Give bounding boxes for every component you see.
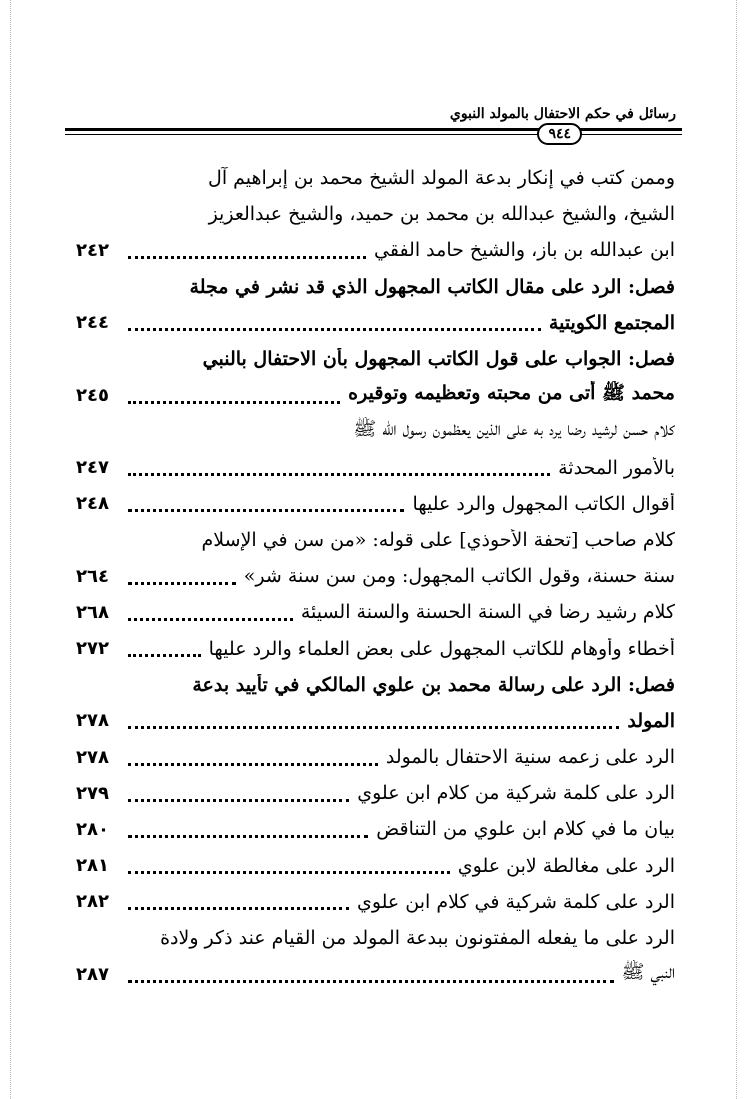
toc-entry-text: الرد على ما يفعله المفتونون ببدعة المولد من القيام عند ذكر ولادة	[160, 927, 675, 950]
toc-page-number: ٢٨٧	[76, 963, 109, 985]
leader-dots	[128, 318, 541, 331]
toc-page-number: ٢٤٤	[76, 312, 109, 334]
header-rule-thick	[65, 128, 682, 131]
toc-entry-text: فصل: الجواب على قول الكاتب المجهول بأن الاحتفال بالنبي	[202, 348, 675, 371]
toc-entry-text: المجتمع الكويتية	[548, 311, 675, 334]
toc-page-number: ٢٨٠	[76, 818, 109, 840]
toc-entry-text: النبي ﷺ	[621, 961, 675, 984]
toc-page-number: ٢٤٨	[76, 493, 109, 515]
toc-entry-text: الرد على مغالطة لابن علوي	[457, 854, 675, 877]
leader-dots	[128, 463, 550, 476]
toc-page-number: ٢٧٨	[76, 710, 109, 732]
toc-page-number: ٢٤٢	[76, 239, 109, 261]
toc-row	[76, 956, 675, 992]
toc-page-number: ٢٧٢	[76, 638, 109, 660]
toc-row	[76, 630, 675, 666]
leader-dots	[128, 753, 378, 766]
toc-entry-text: أخطاء وأوهام للكاتب المجهول على بعض العلماء والرد عليها	[208, 637, 675, 660]
leader-dots	[128, 246, 366, 259]
toc-row	[76, 739, 675, 775]
toc-row	[76, 413, 675, 449]
toc-entry-text: بيان ما في كلام ابن علوي من التناقض	[376, 818, 675, 841]
toc-entry-text: محمد ﷺ أتى من محبته وتعظيمه وتوقيره	[348, 382, 675, 405]
toc-row	[76, 232, 675, 268]
header-rule-thin	[65, 134, 682, 135]
toc-entry-text: الشيخ، والشيخ عبدالله بن محمد بن حميد، والشيخ عبدالعزيز	[208, 203, 675, 226]
toc-entry-text: كلام صاحب [تحفة الأحوذي] على قوله: «من سن في الإسلام	[201, 528, 675, 551]
leader-dots	[128, 789, 349, 802]
toc-page-number: ٢٦٤	[76, 565, 109, 587]
toc-row	[76, 703, 675, 739]
toc-row	[76, 450, 675, 486]
toc-entry-text: الرد على كلمة شركية من كلام ابن علوي	[357, 782, 675, 805]
leader-dots	[128, 716, 619, 729]
toc-row	[76, 667, 675, 703]
toc-page-number: ٢٤٧	[76, 457, 109, 479]
toc-entry-text: فصل: الرد على رسالة محمد بن علوي المالكي في تأييد بدعة	[192, 673, 675, 696]
toc-row	[76, 775, 675, 811]
leader-dots	[128, 499, 404, 512]
leader-dots	[128, 897, 349, 910]
leader-dots	[128, 861, 450, 874]
toc-page-number: ٢٧٨	[76, 746, 109, 768]
toc-page-number: ٢٧٩	[76, 782, 109, 804]
toc-row	[76, 920, 675, 956]
toc-row	[76, 522, 675, 558]
toc-page-number: ٢٦٨	[76, 601, 109, 623]
page-number: ٩٤٤	[537, 123, 582, 145]
toc-row	[76, 558, 675, 594]
toc-row	[76, 377, 675, 413]
toc-row	[76, 160, 675, 196]
leader-dots	[128, 825, 368, 838]
toc-entry-text: فصل: الرد على مقال الكاتب المجهول الذي قد نشر في مجلة	[189, 275, 675, 298]
leader-dots	[128, 572, 236, 585]
toc-entry-text: أقوال الكاتب المجهول والرد عليها	[412, 492, 675, 515]
toc-row	[76, 196, 675, 232]
toc-entry-text: ابن عبدالله بن باز، والشيخ حامد الفقي	[374, 239, 675, 262]
toc-entry-text: الرد على زعمه سنية الاحتفال بالمولد	[385, 746, 675, 769]
toc-row	[76, 305, 675, 341]
toc-row	[76, 269, 675, 305]
page-header	[65, 100, 682, 148]
toc-entry-text: المولد	[627, 709, 675, 732]
toc-entry-text: سنة حسنة، وقول الكاتب المجهول: ومن سن سنة شر»	[243, 565, 675, 588]
toc-page-number: ٢٤٥	[76, 384, 109, 406]
leader-dots	[128, 608, 293, 621]
toc-row	[76, 884, 675, 920]
toc-entry-text: كلام حسن لرشيد رضا يرد به على الذين يعظمون رسول الله ﷺ	[353, 418, 675, 441]
leader-dots	[128, 644, 201, 657]
leader-dots	[128, 970, 614, 983]
toc-entry-text: الرد على كلمة شركية في كلام ابن علوي	[356, 890, 675, 913]
toc-page-number: ٢٨١	[76, 855, 109, 877]
toc-entry-text: بالأمور المحدثة	[558, 456, 675, 479]
toc-row	[76, 594, 675, 630]
left-edge-dots	[10, 0, 11, 1099]
toc-page-number: ٢٨٢	[76, 891, 109, 913]
toc-row	[76, 811, 675, 847]
leader-dots	[128, 391, 340, 404]
toc-row	[76, 341, 675, 377]
table-of-contents	[76, 160, 675, 992]
toc-entry-text: وممن كتب في إنكار بدعة المولد الشيخ محمد بن إبراهيم آل	[208, 167, 675, 190]
right-edge-dots	[736, 0, 737, 1099]
toc-row	[76, 486, 675, 522]
toc-row	[76, 848, 675, 884]
toc-entry-text: كلام رشيد رضا في السنة الحسنة والسنة السيئة	[300, 601, 675, 624]
running-title: رسائل في حكم الاحتفال بالمولد النبوي	[449, 106, 676, 122]
